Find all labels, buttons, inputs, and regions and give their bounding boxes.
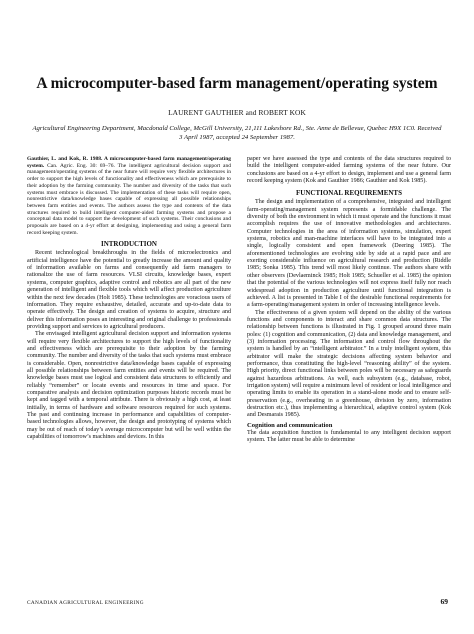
paper-authors: LAURENT GAUTHIER and ROBERT KOK — [168, 108, 306, 117]
introduction-paragraph-2: The envisaged intelligent agricultural decision support and information systems will require very flexible architectures to support the high levels of functionality and effectiveness which are prerequisite to their adoption by the farming community. The number and diversity of the tasks that such systems must embrace is considerable. Open, nonrestrictive data/knowledge bases capable of expressing all possible relationships between farm entities and events will be required. The knowledge bases must use logical and consistent data structures to efficiently and reliably “remember” or locate events and resources in time and space. For comparative analysis and decision optimization purposes historic records must be kept and tagged with a temporal attribute. There is obviously a high cost, at least initially, in terms of hardware and software resources required for such systems. The past and continuing increase in performance and capabilities of computer-based technologies allows, however, the design and prototyping of systems which may be out of reach of today’s average microcomputer but will be well within the capabilities of tomorrow’s machines and devices. In this — [27, 331, 231, 441]
page-number: 69 — [440, 597, 448, 606]
paper-affiliation: Agricultural Engineering Department, Macdonald College, McGill University, 21,111 Lakeshore Rd., Ste. Anne de Bellevue, Quebec H9X 1C0. Received 3 April 1987, accepted 24 September 1987. — [32, 125, 442, 141]
functional-paragraph-1: The design and implementation of a comprehensive, integrated and intelligent farm-operating/management system represents a formidable challenge. The diversity of both the environment in which it must operate and the functions it must accomplish requires the use of innovative methodologies and architectures. Computer technologies in the area of information systems, simulation, expert systems, robotics and man-machine interfaces will have to be integrated into a single, logically consistent and open framework (Deering 1985). The aforementioned technologies are evolving side by side at a rapid pace and are exerting considerable influence on agricultural research and production (Riddle 1985; Sonka 1985). This trend will most likely continue. The authors share with other observers (Devlaeminck 1985; Holt 1985; Schueller et al. 1985) the opinion that the potential of the various technologies will not express itself fully nor reach widespread adoption in production agriculture until functional integration is achieved. A list is presented in Table I of the desirable functional requirements for a farm-operating/management system in order of increasing intelligence levels. — [247, 199, 451, 309]
paper-title: A microcomputer-based farm management/operating system — [36, 75, 438, 92]
journal-footer: CANADIAN AGRICULTURAL ENGINEERING — [27, 600, 144, 606]
abstract — [27, 156, 231, 236]
left-column — [27, 156, 231, 441]
introduction-paragraph-1: Recent technological breakthroughs in the fields of microelectronics and artificial intelligence have the potential to greatly increase the amount and quality of information available on farms and consequently aid farm managers to rationalize the use of farm resources. VLSI circuits, knowledge bases, expert systems, computer graphics, adaptive control and robotics are all part of the new generation of intelligent and flexible tools which will affect production agriculture within the next few decades (Holt 1985). These technologies are voracious users of information. They require exhaustive, detailed, accurate and up-to-date data to operate effectively. The design and creation of systems to acquire, structure and deliver this information poses an interesting and original challenge to professionals providing support and services to agricultural producers. — [27, 250, 231, 330]
abstract-citation: Gauthier, L. and Kok, R. 1988. A microcomputer-based farm management/operating system. — [27, 156, 231, 169]
functional-requirements-heading: FUNCTIONAL REQUIREMENTS — [296, 189, 402, 198]
cognition-heading: Cognition and communication — [247, 421, 333, 429]
abstract-text: Can. Agric. Eng. 30: 69–76. The intelligent agricultural decision support and management/operating systems of the near future will require very flexible architectures in order to support the high levels of functionality and effectiveness which are prerequisite to their adoption by the farming community. The number and diversity of the tasks that such systems must embrace is discussed. The implementation of these tasks will require open, nonrestrictive data/knowledge bases capable of expressing all possible relationships between farm entities and events. The authors assess the type and contents of the data structures required to build intelligent computer-aided farming systems and propose a conceptual data model to support the development of such systems. Their conclusions and proposals are based on a 4-yr effort at designing, implementing and using a general farm record keeping system. — [27, 162, 231, 236]
cognition-paragraph-1: The data acquisition function is fundamental to any intelligent decision support system. The latter must be able to determine — [247, 429, 451, 444]
right-column — [247, 156, 451, 444]
introduction-heading: INTRODUCTION — [100, 240, 157, 249]
introduction-continuation: paper we have assessed the type and contents of the data structures required to build the intelligent computer-aided farming systems of the near future. Our conclusions are based on a 4-yr effort to design, implement and use a general farm record keeping system (Kok and Gauthier 1986; Gauthier and Kok 1985). — [247, 156, 451, 185]
functional-paragraph-2: The effectiveness of a given system will depend on the ability of the various functions and components to interact and share common data structures. The relationship between functions is illustrated in Fig. 1 grouped around three main poles: (1) cognition and communication, (2) data and knowledge management, and (3) information processing. The information and control flow throughout the system is handled by an “intelligent arbitrator.” In a truly intelligent system, this arbitrator will make the strategic decisions affecting system behavior and performance, thus constituting the high-level “reasoning ability” of the system. High priority, direct functional links between poles will be necessary as safeguards against hazardous arbitrations. As well, each subsystem (e.g., database, robot, irrigation system) will require a minimum level of resident or local intelligence and operating limits to enable its operation in a stand-alone mode and to ensure self-preservation (e.g., overheating in a greenhouse, division by zero, information destruction etc.), thus implementing a hierarchical, adaptive control system (Kok and Desmarais 1985). — [247, 309, 451, 419]
